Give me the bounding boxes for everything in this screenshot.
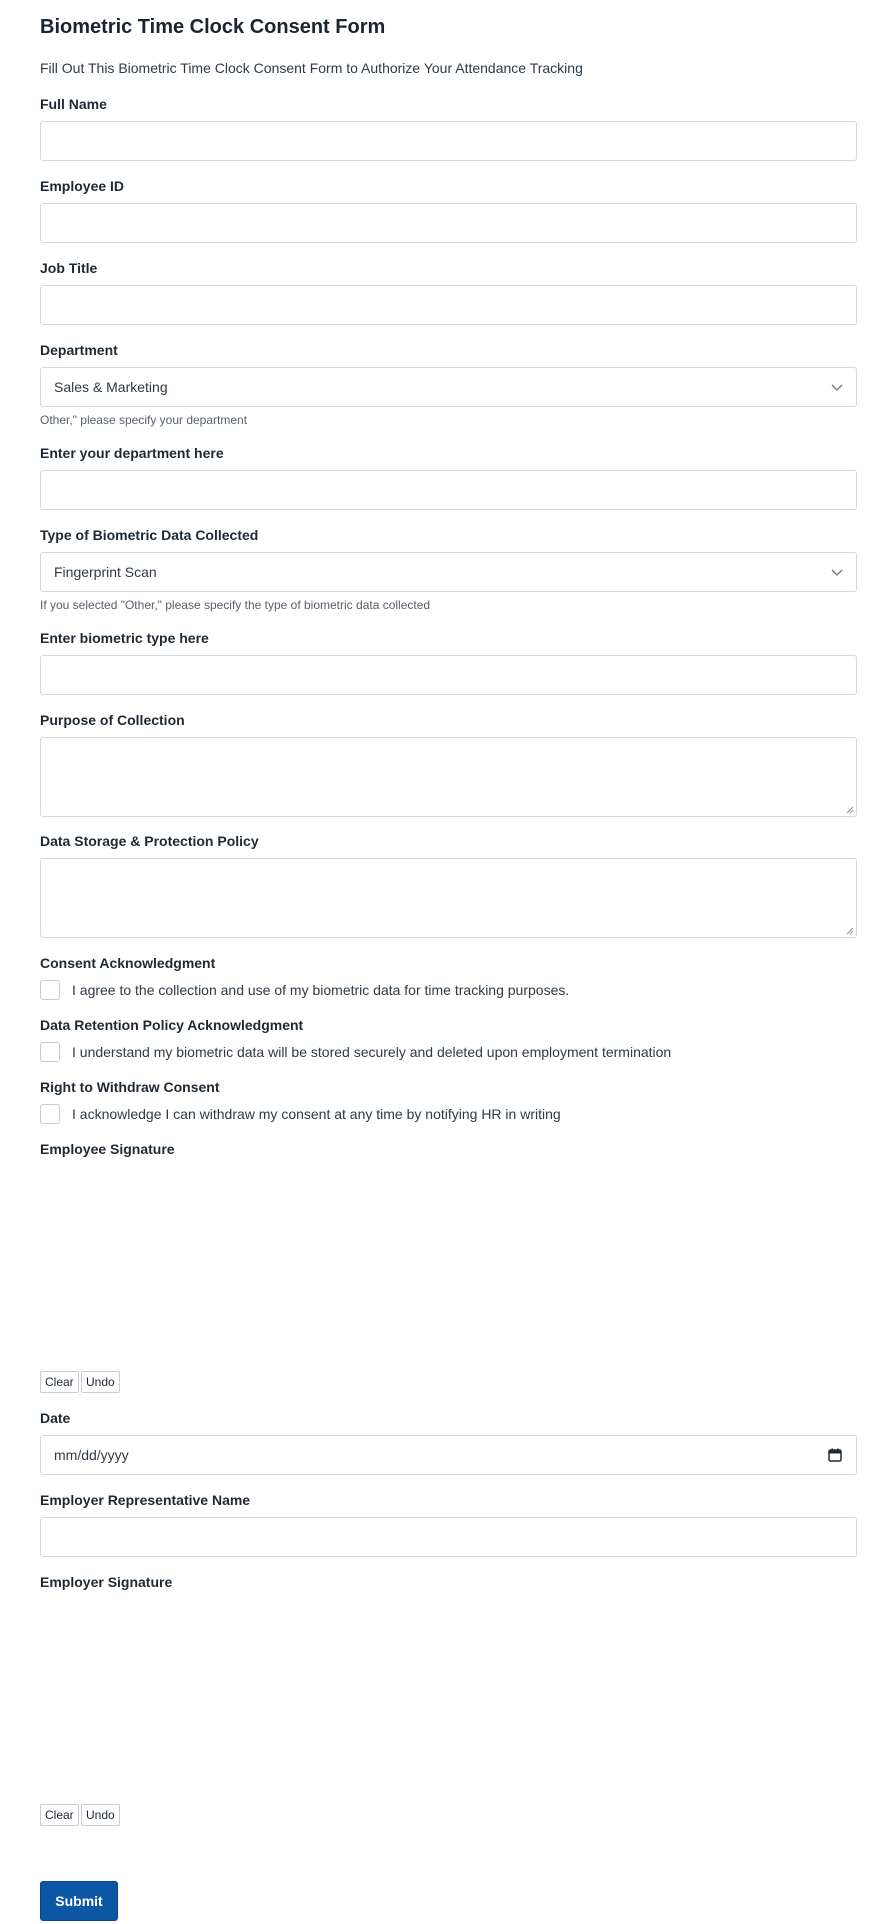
- storage-textarea[interactable]: [40, 858, 857, 938]
- chevron-down-icon: [831, 381, 843, 393]
- form-title: Biometric Time Clock Consent Form: [40, 16, 386, 38]
- employer-signature-clear-button[interactable]: Clear: [40, 1804, 79, 1826]
- biometric-other-input[interactable]: [40, 655, 857, 695]
- biometric-type-selected-value: Fingerprint Scan: [54, 564, 157, 580]
- calendar-icon[interactable]: [828, 1448, 842, 1462]
- retention-checkbox-text: I understand my biometric data will be stored securely and deleted upon employment termination: [72, 1044, 672, 1060]
- chevron-down-icon: [831, 566, 843, 578]
- consent-checkbox-row[interactable]: [40, 980, 857, 1000]
- date-placeholder: mm/dd/yyyy: [54, 1447, 129, 1463]
- withdraw-checkbox-text: I acknowledge I can withdraw my consent at any time by notifying HR in writing: [72, 1106, 561, 1122]
- employer-rep-input[interactable]: [40, 1517, 857, 1557]
- form-container: [40, 0, 857, 1924]
- job-title-input[interactable]: [40, 285, 857, 325]
- consent-checkbox[interactable]: [40, 980, 60, 1000]
- storage-label: Data Storage & Protection Policy: [40, 833, 259, 849]
- biometric-type-label: Type of Biometric Data Collected: [40, 527, 259, 543]
- submit-button[interactable]: Submit: [40, 1881, 118, 1921]
- department-select[interactable]: [40, 367, 857, 407]
- withdraw-checkbox[interactable]: [40, 1104, 60, 1124]
- full-name-input[interactable]: [40, 121, 857, 161]
- biometric-other-label: Enter biometric type here: [40, 630, 209, 646]
- withdraw-checkbox-row[interactable]: [40, 1104, 857, 1124]
- employee-signature-clear-button[interactable]: Clear: [40, 1371, 79, 1393]
- employee-signature-pad[interactable]: [40, 1166, 857, 1366]
- biometric-type-hint: If you selected "Other," please specify the type of biometric data collected: [40, 598, 431, 612]
- date-label: Date: [40, 1410, 71, 1426]
- employee-id-label: Employee ID: [40, 178, 125, 194]
- biometric-type-select[interactable]: [40, 552, 857, 592]
- employee-id-input[interactable]: [40, 203, 857, 243]
- employer-signature-pad[interactable]: [40, 1599, 857, 1799]
- department-other-input[interactable]: [40, 470, 857, 510]
- department-label: Department: [40, 342, 118, 358]
- department-selected-value: Sales & Marketing: [54, 379, 168, 395]
- employer-signature-label: Employer Signature: [40, 1574, 173, 1590]
- resize-grip-icon[interactable]: [846, 806, 854, 814]
- consent-checkbox-text: I agree to the collection and use of my biometric data for time tracking purposes.: [72, 982, 570, 998]
- date-input[interactable]: [40, 1435, 857, 1475]
- retention-label: Data Retention Policy Acknowledgment: [40, 1017, 304, 1033]
- full-name-label: Full Name: [40, 96, 107, 112]
- retention-checkbox[interactable]: [40, 1042, 60, 1062]
- purpose-textarea[interactable]: [40, 737, 857, 817]
- job-title-label: Job Title: [40, 260, 98, 276]
- consent-label: Consent Acknowledgment: [40, 955, 216, 971]
- employee-signature-label: Employee Signature: [40, 1141, 175, 1157]
- resize-grip-icon[interactable]: [846, 927, 854, 935]
- purpose-label: Purpose of Collection: [40, 712, 185, 728]
- retention-checkbox-row[interactable]: [40, 1042, 857, 1062]
- withdraw-label: Right to Withdraw Consent: [40, 1079, 220, 1095]
- department-hint: Other," please specify your department: [40, 413, 248, 427]
- employee-signature-undo-button[interactable]: Undo: [81, 1371, 120, 1393]
- department-other-label: Enter your department here: [40, 445, 224, 461]
- employer-rep-label: Employer Representative Name: [40, 1492, 251, 1508]
- employer-signature-undo-button[interactable]: Undo: [81, 1804, 120, 1826]
- form-subtitle: Fill Out This Biometric Time Clock Consent Form to Authorize Your Attendance Tracking: [40, 60, 583, 76]
